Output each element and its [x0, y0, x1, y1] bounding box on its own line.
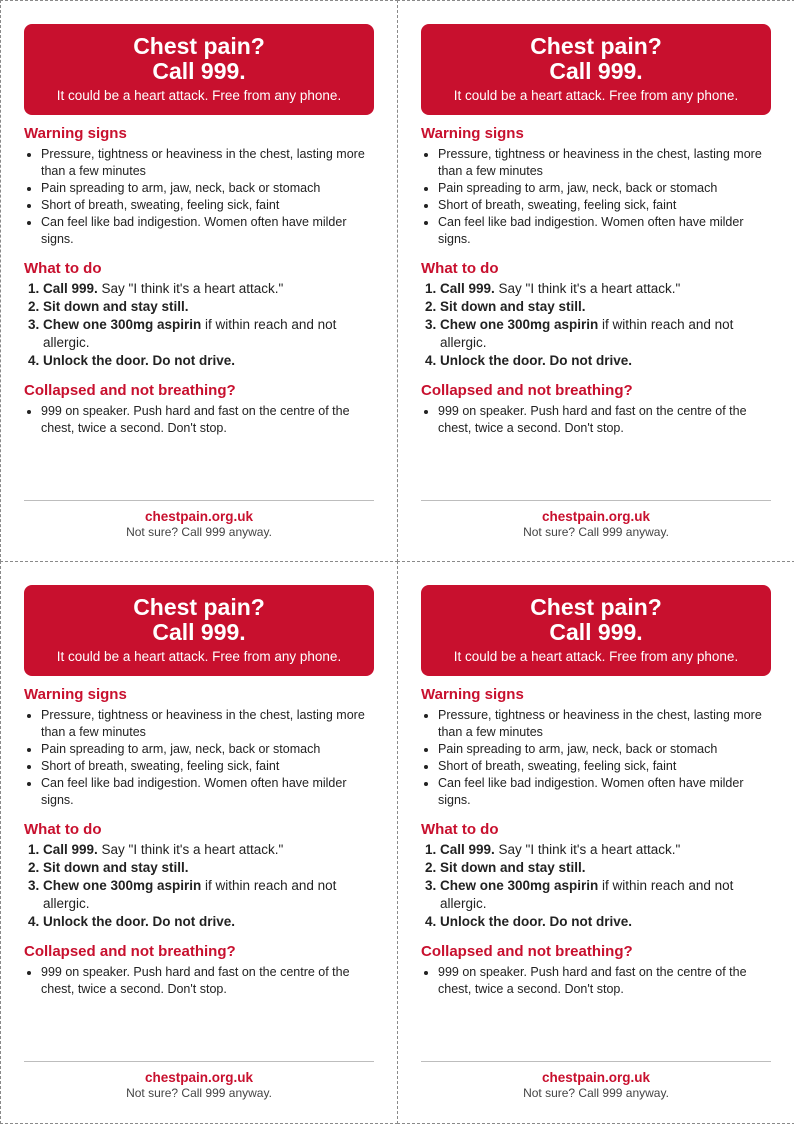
footer-note: Not sure? Call 999 anyway.	[523, 525, 669, 539]
collapsed-heading: Collapsed and not breathing?	[24, 382, 236, 399]
warning-sign-item: • Short of breath, sweating, feeling sick, faint	[41, 758, 374, 775]
info-card	[0, 0, 398, 562]
what-to-do-heading: What to do	[24, 821, 102, 838]
warning-signs-list	[24, 146, 374, 248]
collapsed-item: • 999 on speaker. Push hard and fast on the centre of the chest, twice a second. Don't stop.	[438, 964, 771, 998]
what-to-do-heading: What to do	[24, 260, 102, 277]
banner-title-line2: Call 999.	[549, 619, 643, 645]
step-bold: Unlock the door. Do not drive.	[43, 353, 236, 368]
info-card	[397, 0, 794, 562]
step-item	[440, 316, 771, 352]
banner-title	[24, 595, 374, 645]
step-bold: Sit down and stay still.	[440, 299, 586, 314]
step-bold: Call 999.	[43, 842, 98, 857]
warning-signs-list	[421, 146, 771, 248]
step-item	[440, 877, 771, 913]
step-item	[43, 913, 374, 931]
banner-subtitle: It could be a heart attack. Free from any phone.	[56, 88, 342, 103]
website-link[interactable]: chestpain.org.uk	[144, 509, 254, 524]
warning-sign-item: • Can feel like bad indigestion. Women often have milder signs.	[41, 775, 374, 809]
warning-sign-item: • Pressure, tightness or heaviness in the chest, lasting more than a few minutes	[438, 146, 771, 180]
what-to-do-steps	[24, 280, 374, 370]
banner-title-line2: Call 999.	[152, 619, 246, 645]
warning-sign-item: • Pain spreading to arm, jaw, neck, back or stomach	[41, 180, 374, 197]
banner-title-line1: Chest pain?	[530, 594, 662, 620]
alert-banner	[421, 24, 771, 115]
what-to-do-steps	[421, 280, 771, 370]
card-footer	[421, 500, 771, 539]
banner-title-line2: Call 999.	[152, 58, 246, 84]
step-rest: if within reach and not allergic.	[440, 317, 734, 350]
collapsed-item: • 999 on speaker. Push hard and fast on the centre of the chest, twice a second. Don't stop.	[41, 403, 374, 437]
banner-subtitle: It could be a heart attack. Free from any phone.	[56, 649, 342, 664]
step-item	[43, 316, 374, 352]
step-item	[440, 280, 771, 298]
website-link[interactable]: chestpain.org.uk	[541, 509, 651, 524]
warning-sign-item: • Short of breath, sweating, feeling sick, faint	[41, 197, 374, 214]
banner-subtitle: It could be a heart attack. Free from any phone.	[453, 88, 739, 103]
step-item	[43, 298, 374, 316]
what-to-do-heading: What to do	[421, 260, 499, 277]
step-item	[440, 298, 771, 316]
banner-title-line2: Call 999.	[549, 58, 643, 84]
step-item	[440, 913, 771, 931]
what-to-do-heading: What to do	[421, 821, 499, 838]
banner-title-line1: Chest pain?	[530, 33, 662, 59]
step-bold: Call 999.	[440, 281, 495, 296]
step-rest: if within reach and not allergic.	[43, 878, 337, 911]
step-rest: if within reach and not allergic.	[43, 317, 337, 350]
footer-note: Not sure? Call 999 anyway.	[126, 1086, 272, 1100]
step-bold: Call 999.	[43, 281, 98, 296]
step-bold: Chew one 300mg aspirin	[440, 878, 599, 893]
step-item	[43, 280, 374, 298]
card-footer	[24, 500, 374, 539]
warning-sign-item: • Pain spreading to arm, jaw, neck, back or stomach	[438, 180, 771, 197]
step-rest: Say "I think it's a heart attack."	[97, 842, 284, 857]
warning-sign-item: • Short of breath, sweating, feeling sick, faint	[438, 197, 771, 214]
alert-banner	[24, 24, 374, 115]
step-item	[43, 352, 374, 370]
banner-title-line1: Chest pain?	[133, 33, 265, 59]
warning-sign-item: • Pain spreading to arm, jaw, neck, back or stomach	[438, 741, 771, 758]
warning-sign-item: • Pressure, tightness or heaviness in the chest, lasting more than a few minutes	[41, 146, 374, 180]
card-footer	[24, 1061, 374, 1100]
info-card	[397, 561, 794, 1124]
collapsed-list	[24, 403, 374, 437]
alert-banner	[24, 585, 374, 676]
card-footer	[421, 1061, 771, 1100]
step-rest: Say "I think it's a heart attack."	[97, 281, 284, 296]
what-to-do-steps	[421, 841, 771, 931]
step-rest: Say "I think it's a heart attack."	[494, 842, 681, 857]
step-bold: Unlock the door. Do not drive.	[43, 914, 236, 929]
banner-title-line1: Chest pain?	[133, 594, 265, 620]
step-rest: if within reach and not allergic.	[440, 878, 734, 911]
website-link[interactable]: chestpain.org.uk	[541, 1070, 651, 1085]
warning-signs-heading: Warning signs	[421, 125, 524, 142]
step-item	[440, 859, 771, 877]
warning-sign-item: • Can feel like bad indigestion. Women often have milder signs.	[41, 214, 374, 248]
footer-note: Not sure? Call 999 anyway.	[523, 1086, 669, 1100]
step-item	[43, 859, 374, 877]
collapsed-item: • 999 on speaker. Push hard and fast on the centre of the chest, twice a second. Don't stop.	[438, 403, 771, 437]
warning-signs-heading: Warning signs	[24, 125, 127, 142]
step-item	[43, 877, 374, 913]
collapsed-heading: Collapsed and not breathing?	[421, 943, 633, 960]
warning-sign-item: • Pressure, tightness or heaviness in the chest, lasting more than a few minutes	[438, 707, 771, 741]
collapsed-heading: Collapsed and not breathing?	[421, 382, 633, 399]
collapsed-item: • 999 on speaker. Push hard and fast on the centre of the chest, twice a second. Don't stop.	[41, 964, 374, 998]
banner-title	[421, 595, 771, 645]
warning-signs-heading: Warning signs	[24, 686, 127, 703]
website-link[interactable]: chestpain.org.uk	[144, 1070, 254, 1085]
step-item	[440, 841, 771, 859]
step-bold: Sit down and stay still.	[43, 860, 189, 875]
warning-sign-item: • Pain spreading to arm, jaw, neck, back or stomach	[41, 741, 374, 758]
step-bold: Chew one 300mg aspirin	[43, 317, 202, 332]
what-to-do-steps	[24, 841, 374, 931]
warning-signs-heading: Warning signs	[421, 686, 524, 703]
collapsed-heading: Collapsed and not breathing?	[24, 943, 236, 960]
warning-signs-list	[421, 707, 771, 809]
banner-subtitle: It could be a heart attack. Free from any phone.	[453, 649, 739, 664]
collapsed-list	[421, 964, 771, 998]
alert-banner	[421, 585, 771, 676]
warning-sign-item: • Pressure, tightness or heaviness in the chest, lasting more than a few minutes	[41, 707, 374, 741]
collapsed-list	[421, 403, 771, 437]
step-bold: Unlock the door. Do not drive.	[440, 914, 633, 929]
footer-note: Not sure? Call 999 anyway.	[126, 525, 272, 539]
banner-title	[421, 34, 771, 84]
collapsed-list	[24, 964, 374, 998]
warning-signs-list	[24, 707, 374, 809]
step-bold: Sit down and stay still.	[440, 860, 586, 875]
warning-sign-item: • Can feel like bad indigestion. Women often have milder signs.	[438, 775, 771, 809]
step-item	[43, 841, 374, 859]
step-bold: Unlock the door. Do not drive.	[440, 353, 633, 368]
info-card	[0, 561, 398, 1124]
step-rest: Say "I think it's a heart attack."	[494, 281, 681, 296]
step-bold: Chew one 300mg aspirin	[43, 878, 202, 893]
step-bold: Chew one 300mg aspirin	[440, 317, 599, 332]
warning-sign-item: • Short of breath, sweating, feeling sick, faint	[438, 758, 771, 775]
step-item	[440, 352, 771, 370]
step-bold: Call 999.	[440, 842, 495, 857]
warning-sign-item: • Can feel like bad indigestion. Women often have milder signs.	[438, 214, 771, 248]
step-bold: Sit down and stay still.	[43, 299, 189, 314]
banner-title	[24, 34, 374, 84]
